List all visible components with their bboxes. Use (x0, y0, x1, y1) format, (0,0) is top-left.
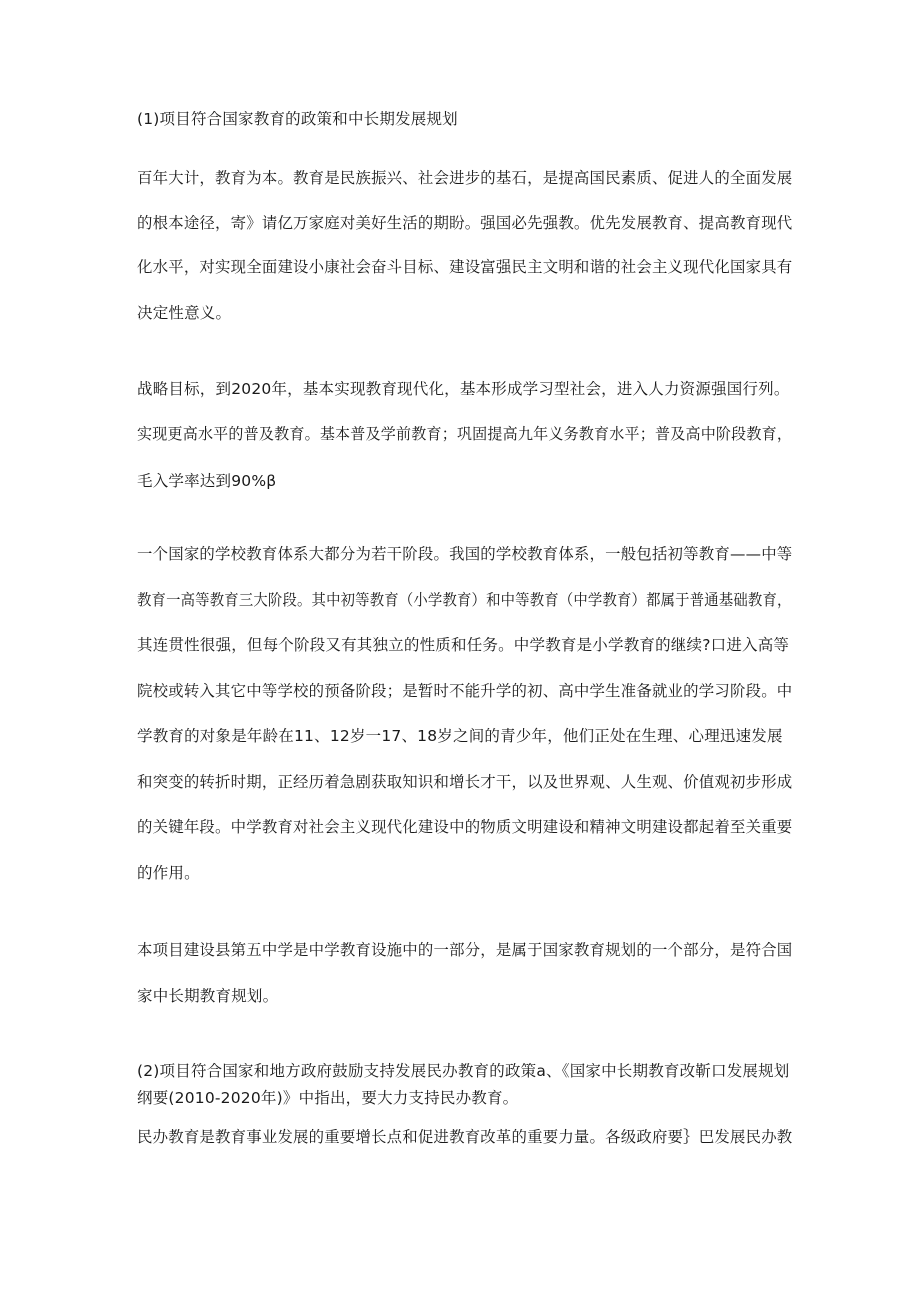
paragraph-line: 家中长期教育规划。 (137, 987, 279, 1005)
paragraph-line: 战略目标，到2020年，基本实现教育现代化，基本形成学习型社会，进入人力资源强国行列。 (137, 380, 790, 398)
paragraph-line: 教育一高等教育三大阶段。其中初等教育（小学教育）和中等教育（中学教育）都属于普通基础教育， (137, 591, 792, 609)
paragraph-line: 实现更高水平的普及教育。基本普及学前教育；巩固提高九年义务教育水平；普及高中阶段教育， (137, 425, 793, 443)
paragraph-line: 其连贯性很强，但每个阶段又有其独立的性质和任务。中学教育是小学教育的继续?口进入高等 (137, 636, 790, 654)
paragraph-line: 百年大计，教育为本。教育是民族振兴、社会进步的基石，是提高国民素质、促进人的全面发展 (137, 169, 793, 187)
paragraph-line: 和突变的转折时期，正经历着急剧获取知识和增长才干，以及世界观、人生观、价值观初步形成 (137, 773, 793, 791)
paragraph-line: 院校或转入其它中等学校的预备阶段；是暂时不能升学的初、高中学生准备就业的学习阶段。中 (137, 682, 793, 700)
paragraph-line: 毛入学率达到90%β (137, 472, 277, 490)
paragraph-line: 学教育的对象是年龄在11、12岁一17、18岁之间的青少年，他们正处在生理、心理迅速发展 (137, 727, 783, 745)
paragraph-line: 本项目建设县第五中学是中学教育设施中的一部分，是属于国家教育规划的一个部分，是符合国 (137, 941, 793, 959)
section-heading-2-cont: 纲要(2010-2020年)》中指出，要大力支持民办教育。 (137, 1089, 519, 1107)
paragraph-line: 的关键年段。中学教育对社会主义现代化建设中的物质文明建设和精神文明建设都起着至关重要 (137, 818, 793, 836)
paragraph-line: 化水平，对实现全面建设小康社会奋斗目标、建设富强民主文明和谐的社会主义现代化国家具有 (137, 258, 793, 276)
paragraph-line: 决定性意义。 (137, 304, 232, 322)
section-heading-2: (2)项目符合国家和地方政府鼓励支持发展民办教育的政策a、《国家中长期教育改靳口发展规划 (137, 1062, 790, 1080)
paragraph-line: 民办教育是教育事业发展的重要增长点和促进教育改革的重要力量。各级政府要｝巴发展民办教 (137, 1128, 793, 1146)
section-heading-1: (1)项目符合国家教育的政策和中长期发展规划 (137, 110, 458, 128)
paragraph-line: 的作用。 (137, 864, 200, 882)
paragraph-line: 一个国家的学校教育体系大都分为若干阶段。我国的学校教育体系，一般包括初等教育——中等 (137, 545, 793, 563)
paragraph-line: 的根本途径，寄》请亿万家庭对美好生活的期盼。强国必先强教。优先发展教育、提高教育现代 (137, 214, 793, 232)
